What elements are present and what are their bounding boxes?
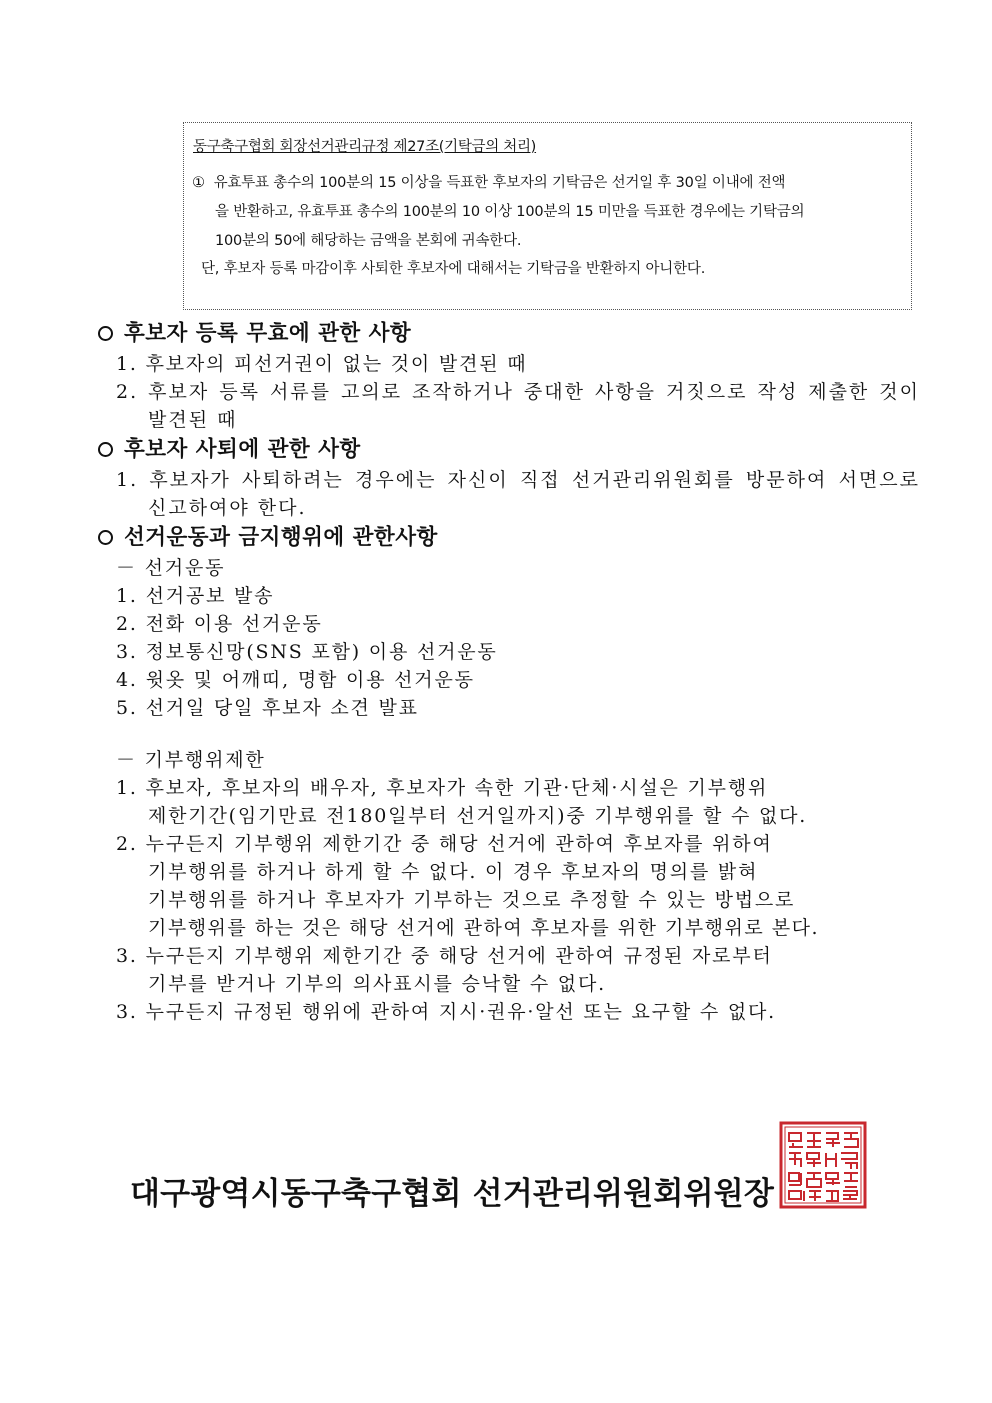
list-item: 3. 정보통신망(SNS 포함) 이용 선거운동	[116, 641, 498, 663]
circle-bullet-icon	[98, 530, 113, 545]
list-item-continuation: 기부행위를 하거나 하게 할 수 없다. 이 경우 후보자의 명의를 밝혀	[148, 861, 759, 883]
regulation-title: 동구축구협회 회장선거관리규정 제27조(기탁금의 처리)	[193, 139, 537, 155]
list-item-continuation: 제한기간(임기만료 전180일부터 선거일까지)중 기부행위를 할 수 없다.	[148, 805, 808, 827]
list-item: 1. 후보자의 피선거권이 없는 것이 발견된 때	[116, 353, 528, 375]
section-heading-invalid: 후보자 등록 무효에 관한 사항	[98, 318, 920, 350]
section-heading-withdraw: 후보자 사퇴에 관한 사항	[98, 434, 920, 466]
list-item: 4. 윗옷 및 어깨띠, 명함 이용 선거운동	[116, 669, 475, 691]
list-item-continuation: 기부를 받거나 기부의 의사표시를 승낙할 수 없다.	[148, 973, 606, 995]
subsection-label-donation: － 기부행위제한	[116, 749, 266, 771]
circle-bullet-icon	[98, 442, 113, 457]
list-item: 1. 후보자, 후보자의 배우자, 후보자가 속한 기관·단체·시설은 기부행위	[116, 777, 769, 799]
list-item: 2. 전화 이용 선거운동	[116, 613, 323, 635]
regulation-paragraph-2: 단, 후보자 등록 마감이후 사퇴한 후보자에 대해서는 기탁금을 반환하지 아니한다.	[201, 261, 706, 277]
list-item: 3. 누구든지 기부행위 제한기간 중 해당 선거에 관하여 규정된 자로부터	[116, 945, 773, 967]
regulation-box	[183, 122, 912, 310]
regulation-line-3: 100분의 50에 해당하는 금액을 본회에 귀속한다.	[215, 233, 522, 249]
circle-bullet-icon	[98, 326, 113, 341]
section-heading-campaign: 선거운동과 금지행위에 관한사항	[98, 522, 920, 554]
list-item: 1. 선거공보 발송	[116, 585, 275, 607]
list-item: 2. 후보자 등록 서류를 고의로 조작하거나 중대한 사항을 거짓으로 작성 제출한 것이 발견된 때	[116, 381, 920, 431]
main-content	[98, 318, 920, 1026]
signature-line: 대구광역시동구축구협회 선거관리위원회위원장	[130, 1176, 775, 1212]
list-item: 2. 누구든지 기부행위 제한기간 중 해당 선거에 관하여 후보자를 위하여	[116, 833, 773, 855]
list-item-continuation: 기부행위를 하는 것은 해당 선거에 관하여 후보자를 위한 기부행위로 본다.	[148, 917, 820, 939]
list-item: 5. 선거일 당일 후보자 소견 발표	[116, 697, 419, 719]
regulation-paragraph-1	[192, 169, 904, 256]
regulation-line-2: 을 반환하고, 유효투표 총수의 100분의 10 이상 100분의 15 미만을 득표한 경우에는 기탁금의	[215, 204, 805, 220]
subsection-label-campaign: － 선거운동	[116, 557, 226, 579]
official-seal-icon	[779, 1121, 867, 1209]
list-item: 3. 누구든지 규정된 행위에 관하여 지시·권유·알선 또는 요구할 수 없다.	[116, 1001, 776, 1023]
circled-one-marker: ①	[192, 175, 205, 191]
regulation-line-1: 유효투표 총수의 100분의 15 이상을 득표한 후보자의 기탁금은 선거일 후 30일 이내에 전액	[213, 175, 786, 191]
list-item: 1. 후보자가 사퇴하려는 경우에는 자신이 직접 선거관리위원회를 방문하여 서면으로 신고하여야 한다.	[116, 469, 920, 519]
list-item-continuation: 기부행위를 하거나 후보자가 기부하는 것으로 추정할 수 있는 방법으로	[148, 889, 796, 911]
